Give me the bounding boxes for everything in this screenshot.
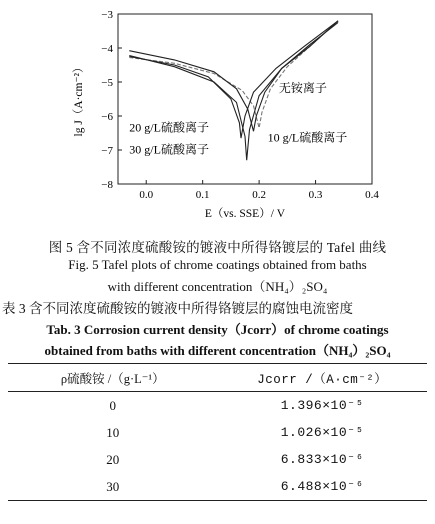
table-header-row [8,364,427,392]
figure-caption-en-line1: Fig. 5 Tafel plots of chrome coatings obtained from baths [68,257,367,272]
y-axis-label: lg J（A·cm⁻²） [73,61,85,137]
series-line [129,21,338,128]
cell-jcorr: 6.833×10⁻⁶ [280,452,364,467]
cell-jcorr: 6.488×10⁻⁶ [218,473,428,501]
table-caption-en-line2: obtained from baths with different concentration（NH₄）₂SO₄ [44,343,391,358]
tafel-chart [0,0,435,232]
cell-concentration: 30 [8,473,218,501]
curve-label: 30 g/L硫酸离子 [129,142,209,157]
table-caption-cn: 表 3 含不同浓度硫酸铵的镀液中所得铬镀层的腐蚀电流密度 [2,301,353,316]
y-tick-label: −3 [101,9,113,21]
corrosion-current-table [8,363,427,501]
table-row [8,473,427,501]
curve-label: 20 g/L硫酸离子 [129,120,209,135]
cell-jcorr: 1.396×10⁻⁵ [280,398,364,413]
x-tick-label: 0.3 [308,189,323,201]
y-tick-label: −8 [101,179,113,191]
cell-concentration: 10 [106,424,120,440]
header-concentration: ρ硫酸铵 /（g·L⁻¹） [8,364,218,392]
cell-concentration: 20 [106,451,120,467]
figure-caption-cn: 图 5 含不同浓度硫酸铵的镀液中所得铬镀层的 Tafel 曲线 [48,240,387,255]
y-tick-label: −6 [101,111,113,123]
x-tick-label: 0.2 [252,189,266,201]
y-tick-label: −4 [101,43,113,55]
plot-frame [118,14,372,184]
curve-label: 无铵离子 [278,81,327,96]
cell-jcorr: 1.026×10⁻⁵ [280,425,364,440]
table-caption-en-line1: Tab. 3 Corrosion current density（Jcorr）of chrome coatings [46,322,389,337]
x-tick-label: 0.0 [139,189,154,201]
x-tick-label: 0.4 [365,189,379,201]
x-axis-label: E（vs. SSE）/ V [204,208,286,220]
table-row [8,392,427,420]
table-row [8,419,427,446]
y-tick-label: −7 [101,145,113,157]
curve-label: 10 g/L硫酸离子 [267,130,348,145]
x-tick-label: 0.1 [195,189,210,201]
series-line [129,23,338,135]
header-jcorr: Jcorr /（A·cm⁻²） [218,364,428,392]
y-tick-label: −5 [101,77,113,89]
table-row [8,446,427,473]
cell-concentration: 0 [109,397,116,413]
figure-caption-en-line2: with different concentration（NH₄）₂SO₄ [107,279,328,294]
